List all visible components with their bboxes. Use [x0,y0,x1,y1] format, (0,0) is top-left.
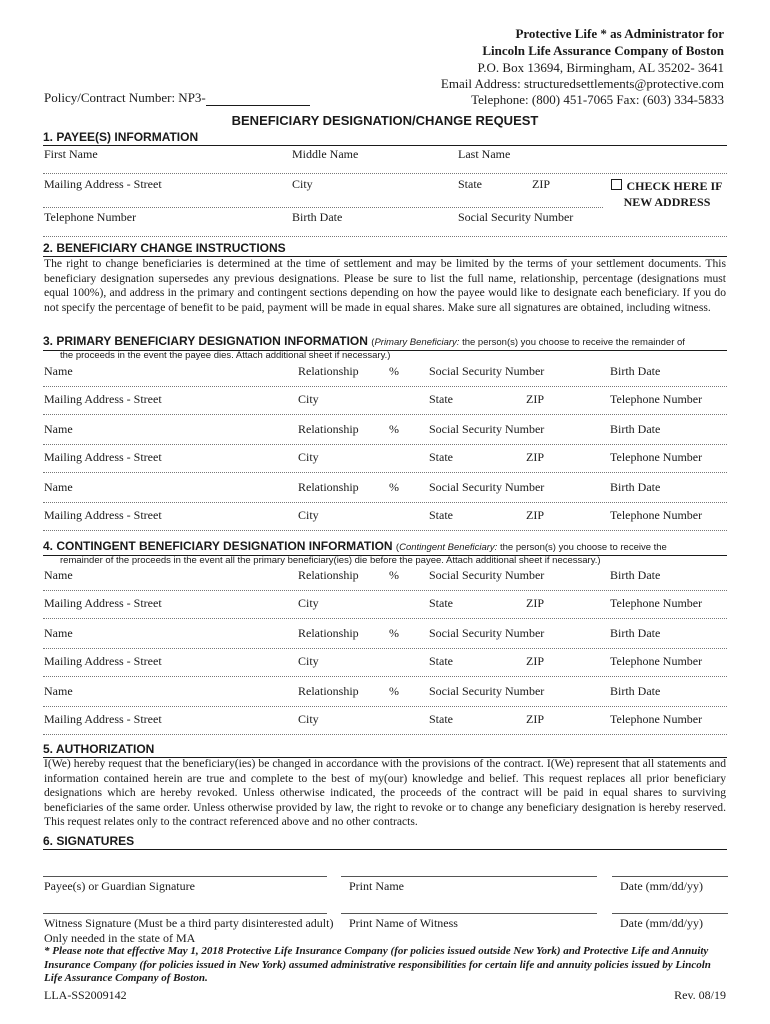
contingent-beneficiary-name[interactable]: Name [44,684,73,698]
payee-middle-name[interactable]: Middle Name [292,147,359,161]
contingent-beneficiary-ssn[interactable]: Social Security Number [429,626,545,640]
authorization-text: I(We) hereby request that the beneficiary(ies) be changed in accordance with the provisions of the contract. I(We) represent that all statements and information contained herein are true and complete to the best of my(our) knowledge and belief. This request replaces all prior beneficiary designations which are hereby revoked. Unless otherwise indicated, the proceeds of the contract will be paid in equal shares to surviving beneficiaries of the same order. Unless otherwise provided by law, the right to revoke or to change any beneficiary designation is hereby reserved. This request relates only to the contract referenced above and no other contracts. [44,757,726,829]
document-title: BENEFICIARY DESIGNATION/CHANGE REQUEST [231,113,539,128]
witness-signature-label: Witness Signature (Must be a third party disinterested adult) [44,916,334,930]
check-label-line2: NEW ADDRESS [623,195,711,209]
primary-beneficiary-percent[interactable]: % [389,480,399,494]
contingent-beneficiary-mailing-address[interactable]: Mailing Address - Street [44,654,162,668]
contingent-beneficiary-state[interactable]: State [429,712,453,726]
contingent-beneficiary-city[interactable]: City [298,654,319,668]
witness-date-label: Date (mm/dd/yy) [620,916,703,930]
date-line[interactable] [612,876,728,877]
primary-beneficiary-state[interactable]: State [429,392,453,406]
primary-beneficiary-relationship[interactable]: Relationship [298,480,359,494]
primary-beneficiary-mailing-address[interactable]: Mailing Address - Street [44,450,162,464]
contingent-beneficiary-name[interactable]: Name [44,626,73,640]
contingent-beneficiary-percent[interactable]: % [389,626,399,640]
primary-beneficiary-zip[interactable]: ZIP [526,450,544,464]
contingent-beneficiary-mailing-address[interactable]: Mailing Address - Street [44,596,162,610]
payee-zip[interactable]: ZIP [532,177,550,191]
primary-beneficiary-relationship[interactable]: Relationship [298,364,359,378]
contingent-beneficiary-state[interactable]: State [429,596,453,610]
contingent-beneficiary-telephone[interactable]: Telephone Number [610,712,703,726]
primary-beneficiary-telephone[interactable]: Telephone Number [610,450,703,464]
divider [43,236,727,237]
witness-date-line[interactable] [612,913,728,914]
payee-state[interactable]: State [458,177,482,191]
divider [43,676,727,677]
new-address-checkbox[interactable] [607,178,727,210]
payee-ssn[interactable]: Social Security Number [458,210,574,224]
contingent-beneficiary-birth-date[interactable]: Birth Date [610,684,661,698]
divider [43,648,727,649]
section-1-heading [43,130,727,146]
date-label: Date (mm/dd/yy) [620,879,703,893]
contingent-beneficiary-relationship[interactable]: Relationship [298,626,359,640]
section-4-note-line2: remainder of the proceeds in the event all the primary beneficiary(ies) die before the payee. Attach additional sheet if necessary.) [60,555,601,566]
contingent-beneficiary-birth-date[interactable]: Birth Date [610,626,661,640]
primary-beneficiary-state[interactable]: State [429,450,453,464]
primary-beneficiary-city[interactable]: City [298,450,319,464]
primary-beneficiary-ssn[interactable]: Social Security Number [429,480,545,494]
primary-beneficiary-state[interactable]: State [429,508,453,522]
divider [43,590,727,591]
print-witness-label: Print Name of Witness [349,916,458,930]
primary-beneficiary-relationship[interactable]: Relationship [298,422,359,436]
primary-beneficiary-name[interactable]: Name [44,364,73,378]
divider [43,444,727,445]
contingent-beneficiary-ssn[interactable]: Social Security Number [429,568,545,582]
policy-number-label: Policy/Contract Number: NP3- [44,90,206,105]
contingent-beneficiary-city[interactable]: City [298,712,319,726]
divider [43,173,727,174]
contingent-beneficiary-birth-date[interactable]: Birth Date [610,568,661,582]
policy-number-field[interactable] [44,90,310,106]
section-5-heading [43,742,727,758]
checkbox-icon[interactable] [611,179,622,190]
section-4-title: 4. CONTINGENT BENEFICIARY DESIGNATION INFORMATION [43,539,393,553]
mailing-address: P.O. Box 13694, Birmingham, AL 35202- 3641 [477,60,724,75]
section-3-title: 3. PRIMARY BENEFICIARY DESIGNATION INFORMATION [43,334,368,348]
divider [43,414,727,415]
print-name-line[interactable] [341,876,597,877]
primary-beneficiary-name[interactable]: Name [44,480,73,494]
ma-note: Only needed in the state of MA [44,931,196,945]
primary-beneficiary-birth-date[interactable]: Birth Date [610,422,661,436]
contingent-beneficiary-name[interactable]: Name [44,568,73,582]
payee-mailing-address[interactable]: Mailing Address - Street [44,177,162,191]
divider [43,502,727,503]
contingent-beneficiary-mailing-address[interactable]: Mailing Address - Street [44,712,162,726]
divider [43,734,727,735]
section-2-title: 2. BENEFICIARY CHANGE INSTRUCTIONS [43,241,286,255]
form-number: LLA-SS2009142 [44,988,127,1002]
contingent-beneficiary-telephone[interactable]: Telephone Number [610,654,703,668]
payee-signature-line[interactable] [43,876,327,877]
section-3-heading [43,334,727,351]
primary-beneficiary-name[interactable]: Name [44,422,73,436]
contingent-beneficiary-relationship[interactable]: Relationship [298,684,359,698]
payee-signature-label: Payee(s) or Guardian Signature [44,879,195,893]
witness-signature-line[interactable] [43,913,327,914]
primary-beneficiary-zip[interactable]: ZIP [526,392,544,406]
section-5-title: 5. AUTHORIZATION [43,742,155,756]
primary-beneficiary-zip[interactable]: ZIP [526,508,544,522]
section-3-note-line2: the proceeds in the event the payee dies. Attach additional sheet if necessary.) [60,350,391,361]
email-address: Email Address: structuredsettlements@protective.com [440,76,724,91]
primary-beneficiary-mailing-address[interactable]: Mailing Address - Street [44,508,162,522]
contingent-beneficiary-state[interactable]: State [429,654,453,668]
contingent-beneficiary-zip[interactable]: ZIP [526,596,544,610]
payee-last-name[interactable]: Last Name [458,147,511,161]
divider [43,472,727,473]
policy-number-blank[interactable] [206,92,310,106]
contingent-beneficiary-zip[interactable]: ZIP [526,654,544,668]
divider [43,207,603,208]
section-6-heading [43,834,727,850]
phone-fax: Telephone: (800) 451-7065 Fax: (603) 334-5833 [471,92,724,107]
primary-beneficiary-birth-date[interactable]: Birth Date [610,364,661,378]
section-6-title: 6. SIGNATURES [43,834,135,848]
contingent-beneficiary-ssn[interactable]: Social Security Number [429,684,545,698]
primary-beneficiary-telephone[interactable]: Telephone Number [610,392,703,406]
primary-beneficiary-mailing-address[interactable]: Mailing Address - Street [44,392,162,406]
primary-beneficiary-telephone[interactable]: Telephone Number [610,508,703,522]
primary-beneficiary-ssn[interactable]: Social Security Number [429,364,545,378]
payee-city[interactable]: City [292,177,313,191]
contingent-beneficiary-percent[interactable]: % [389,684,399,698]
payee-telephone[interactable]: Telephone Number [44,210,137,224]
revision-date: Rev. 08/19 [674,988,726,1002]
payee-birth-date[interactable]: Birth Date [292,210,343,224]
contingent-beneficiary-relationship[interactable]: Relationship [298,568,359,582]
primary-beneficiary-ssn[interactable]: Social Security Number [429,422,545,436]
primary-beneficiary-city[interactable]: City [298,392,319,406]
contingent-beneficiary-city[interactable]: City [298,596,319,610]
section-1-title: 1. PAYEE(S) INFORMATION [43,130,199,144]
company-name: Lincoln Life Assurance Company of Boston [482,43,724,58]
payee-first-name[interactable]: First Name [44,147,98,161]
section-3-note: (Primary Beneficiary: the person(s) you choose to receive the remainder of [371,337,685,348]
primary-beneficiary-city[interactable]: City [298,508,319,522]
primary-beneficiary-percent[interactable]: % [389,364,399,378]
contingent-beneficiary-telephone[interactable]: Telephone Number [610,596,703,610]
contingent-beneficiary-zip[interactable]: ZIP [526,712,544,726]
contingent-beneficiary-percent[interactable]: % [389,568,399,582]
section-4-note: (Contingent Beneficiary: the person(s) you choose to receive the [395,542,667,553]
print-witness-line[interactable] [341,913,597,914]
divider [43,706,727,707]
change-instructions-text: The right to change beneficiaries is determined at the time of settlement and may be limited by the terms of your settlement documents. This beneficiary designation supersedes any previous designations. Please be sure to list the full name, relationship, percentage (designations must equal 100%), and address in the primary and contingent sections depending on how the payee would like to designate each beneficiary. If you do not specify the percentage of benefit to be paid, payment will be made in equal shares. Make sure all signatures are obtained, including witness. [44,257,726,314]
section-4-heading [43,539,727,556]
primary-beneficiary-percent[interactable]: % [389,422,399,436]
administrator-line: Protective Life * as Administrator for [515,26,724,41]
check-label-line1: CHECK HERE IF [626,179,723,193]
divider [43,530,727,531]
footnote: * Please note that effective May 1, 2018 Protective Life Insurance Company (for policies issued outside New York) and Protective Life and Annuity Insurance Company (for policies issued in New York) assumed administrative responsibilities for certain life and annuity policies issued by Lincoln Life Assurance Company of Boston. [44,945,711,984]
divider [43,386,727,387]
print-name-label: Print Name [349,879,404,893]
primary-beneficiary-birth-date[interactable]: Birth Date [610,480,661,494]
section-2-heading [43,241,727,257]
divider [43,618,727,619]
